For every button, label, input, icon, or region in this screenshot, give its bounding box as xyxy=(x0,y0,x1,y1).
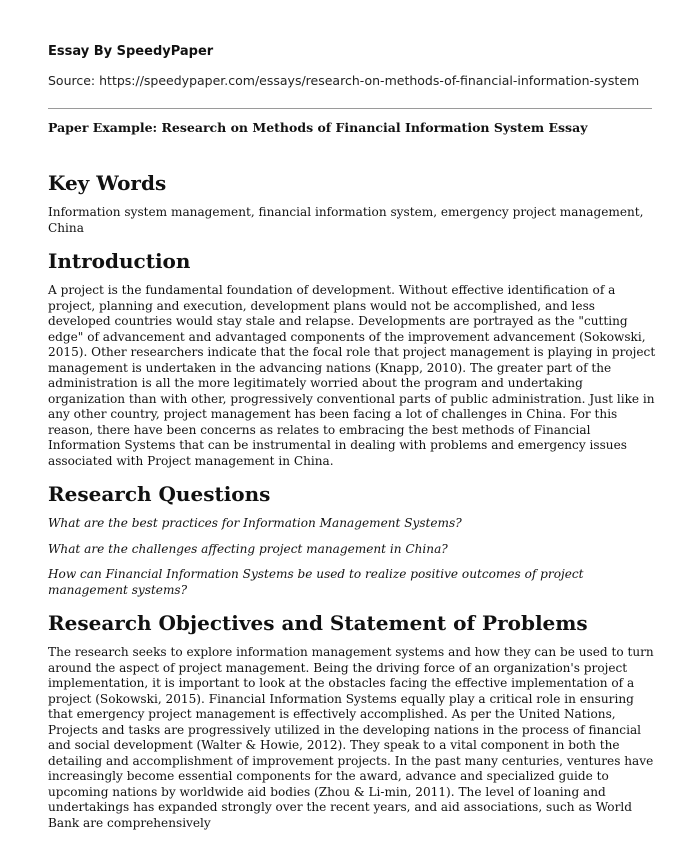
introduction-heading: Introduction xyxy=(48,249,191,273)
essay-body xyxy=(48,170,660,831)
key-words-heading: Key Words xyxy=(48,171,167,195)
objectives-text: The research seeks to explore information management systems and how they can be used to turn around the aspect of project management. Being the driving force of an organization's project implementation, it is important to look at the obstacles facing the effective implementation of a project (Sokowski, 2015). Financial Information Systems equally play a critical role in ensuring that emergency project management is effectively accomplished. As per the United Nations, Projects and tasks are progressively utilized in the developing nations in the process of financial and social development (Walter & Howie, 2012). They speak to a vital component in both the detailing and accomplishment of improvement projects. In the past many centuries, ventures have increasingly become essential components for the award, advance and specialized guide to upcoming nations by worldwide aid bodies (Zhou & Li-min, 2011). The level of loaning and undertakings has expanded strongly over the recent years, and aid associations, such as World Bank are comprehensively xyxy=(48,645,654,830)
research-question-3: How can Financial Information Systems be used to realize positive outcomes of project management systems? xyxy=(48,567,584,597)
research-question-1: What are the best practices for Information Management Systems? xyxy=(48,516,462,530)
objectives-heading: Research Objectives and Statement of Problems xyxy=(48,611,588,635)
research-question-2: What are the challenges affecting project management in China? xyxy=(48,541,448,556)
essay-by-label: Essay By SpeedyPaper xyxy=(48,44,214,59)
source-line: Source: https://speedypaper.com/essays/research-on-methods-of-financial-information-system xyxy=(48,73,640,88)
introduction-text: A project is the fundamental foundation of development. Without effective identification of a project, planning and execution, development plans would not be accomplished, and less developed countries would stay stale and relapse. Developments are portrayed as the "cutting edge" of advancement and advantaged components of the improvement advancement (Sokowski, 2015). Other researchers indicate that the focal role that project management is playing in project management is undertaken in the advancing nations (Knapp, 2010). The greater part of the administration is all the more legitimately worried about the program and undertaking organization than with other, progressively conventional parts of public administration. Just like in any other country, project management has been facing a lot of challenges in China. For this reason, there have been concerns as relates to embracing the best methods of Financial Information Systems that can be instrumental in dealing with problems and emergency issues associated with Project management in China. xyxy=(48,283,656,468)
paper-title: Paper Example: Research on Methods of Financial Information System Essay xyxy=(48,120,588,135)
research-questions-heading: Research Questions xyxy=(48,482,271,506)
header-divider xyxy=(48,108,652,109)
key-words-text: Information system management, financial information system, emergency project management, China xyxy=(48,205,644,235)
